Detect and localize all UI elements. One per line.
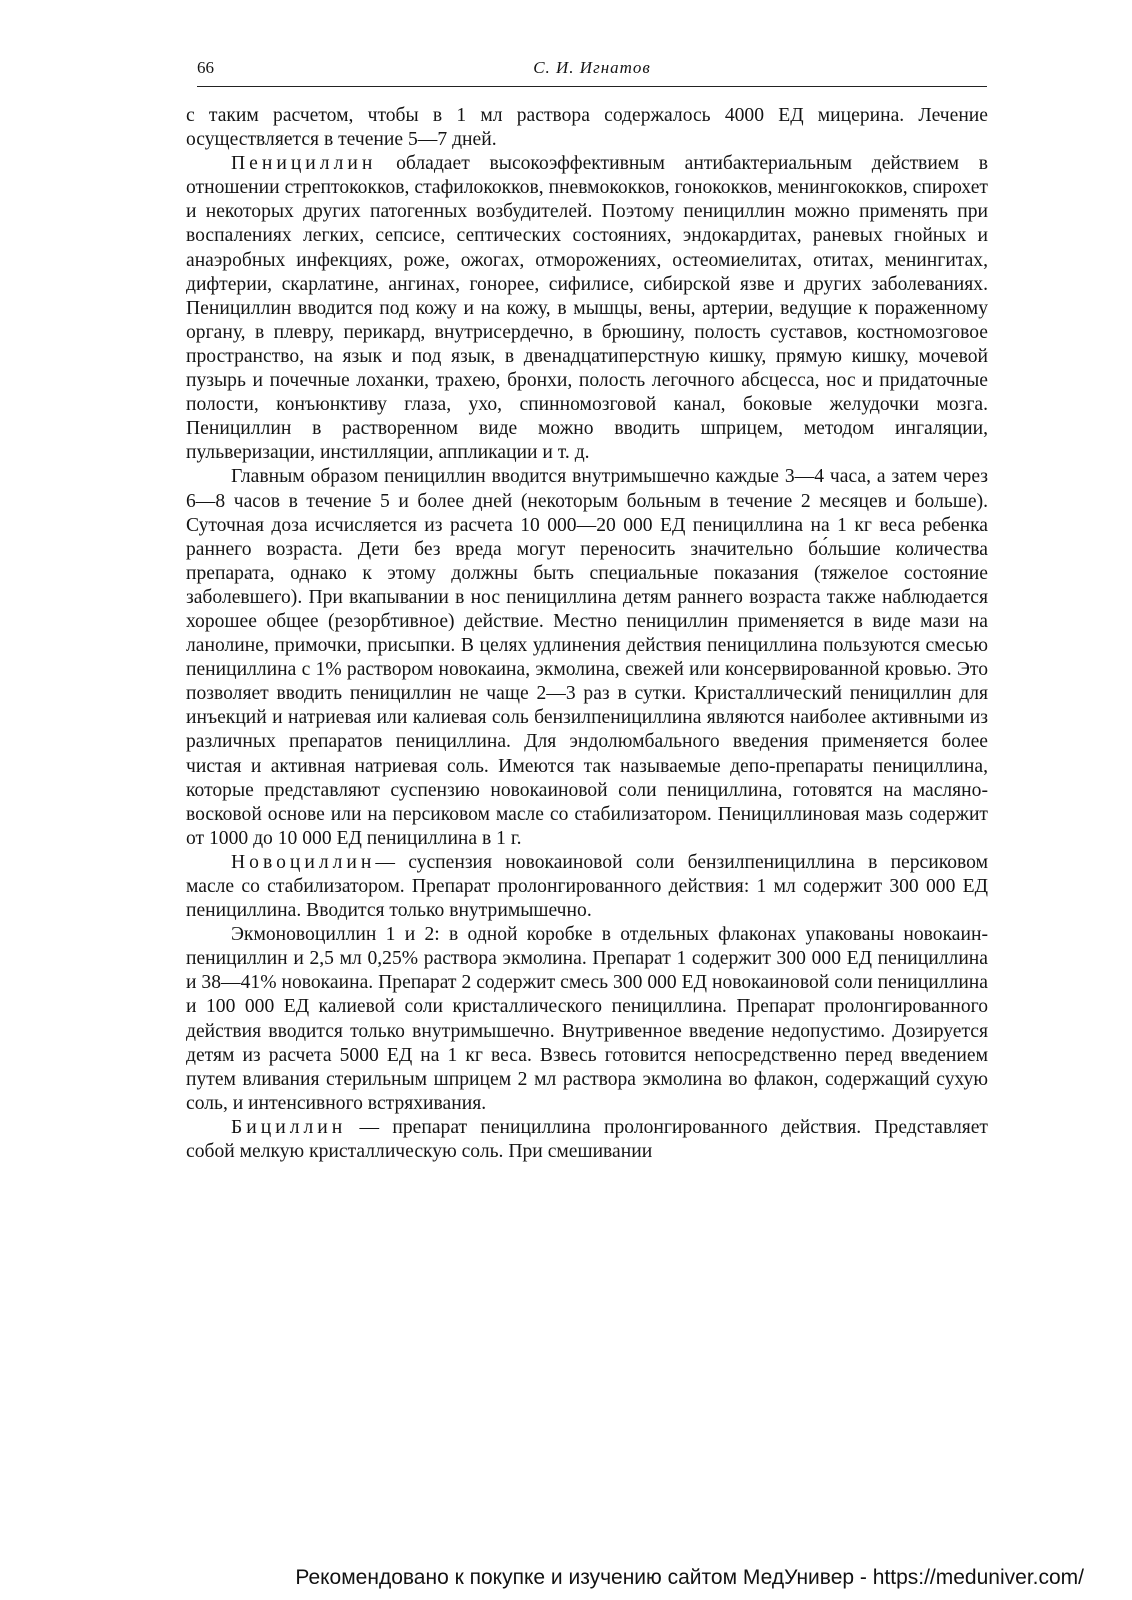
paragraph: Пенициллин обладает высокоэффективным антибактериальным действием в отношении стрептококков, стафилококков, пневмококков, гонококков, менингококков, спирохет и некоторых других патогенных возбудителей. Поэтому пенициллин можно применять при воспалениях легких, сепсисе, септических состояниях, эндокардитах, раневых гнойных и анаэробных инфекциях, роже, ожогах, отморожениях, остеомиелитах, отитах, менингитах, дифтерии, скарлатине, ангинах, гонорее, сифилисе, сибирской язве и других заболеваниях. Пенициллин вводится под кожу и на кожу, в мышцы, вены, артерии, ведущие к пораженному органу, в плевру, перикард, внутрисердечно, в брюшину, полость суставов, костномозговое пространство, на язык и под язык, в двенадцатиперстную кишку, прямую кишку, мочевой пузырь и почечные лоханки, трахею, бронхи, полость легочного абсцесса, нос и придаточные полости, конъюнктиву глаза, ухо, спинномозговой канал, боковые желудочки мозга. Пенициллин в растворенном виде можно вводить шприцем, методом ингаляции, пульверизации, инстилляции, аппликации и т. д.	[186, 153, 988, 464]
paragraph: Новоциллин— суспензия новокаиновой соли бензилпенициллина в персиковом масле со стабилизатором. Препарат пролонгированного действия: 1 мл содержит 300 000 ЕД пенициллина. Вводится только внутримышечно.	[186, 851, 988, 922]
term-bicillin: Бициллин	[231, 1116, 347, 1138]
term-novocillin: Новоциллин	[231, 851, 376, 873]
paragraph: Главным образом пенициллин вводится внутримышечно каждые 3—4 часа, а затем через 6—8 часов в течение 5 и более дней (некоторым больным в течение 2 месяцев и больше). Суточная доза исчисляется из расчета 10 000—20 000 ЕД пенициллина на 1 кг веса ребенка раннего возраста. Дети без вреда могут переносить значительно бо́льшие количества препарата, однако к этому должны быть специальные показания (тяжелое состояние заболевшего). При вкапывании в нос пенициллина детям раннего возраста также наблюдается хорошее общее (резорбтивное) действие. Местно пенициллин применяется в виде мази на ланолине, примочки, присыпки. В целях удлинения действия пенициллина пользуются смесью пенициллина с 1% раствором новокаина, экмолина, свежей или консервированной кровью. Это позволяет вводить пенициллин не чаще 2—3 раз в сутки. Кристаллический пенициллин для инъекций и натриевая или калиевая соль бензилпенициллина являются наиболее активными из различных препаратов пенициллина. Для эндолюмбального введения применяется более чистая и активная натриевая соль. Имеются так называемые депо-препараты пенициллина, которые представляют суспензию новокаиновой соли пенициллина, готовятся на масляно-восковой основе или на персиковом масле со стабилизатором. Пенициллиновая мазь содержит от 1000 до 10 000 ЕД пенициллина в 1 г.	[186, 466, 988, 849]
running-title: С. И. Игнатов	[533, 58, 651, 77]
page-number: 66	[197, 58, 214, 77]
paragraph: с таким расчетом, чтобы в 1 мл раствора содержалось 4000 ЕД мицерина. Лечение осуществляется в течение 5—7 дней.	[186, 105, 988, 151]
body-text	[186, 104, 988, 1164]
footer-watermark: Рекомендовано к покупке и изучению сайтом МедУнивер - https://meduniver.com/	[295, 1566, 1084, 1589]
paragraph: Бициллин — препарат пенициллина пролонгированного действия. Представляет собой мелкую кристаллическую соль. При смешивании	[186, 1116, 988, 1163]
paragraph: Экмоновоциллин 1 и 2: в одной коробке в отдельных флаконах упакованы новокаин-пенициллин и 2,5 мл 0,25% раствора экмолина. Препарат 1 содержит 300 000 ЕД пенициллина и 38—41% новокаина. Препарат 2 содержит смесь 300 000 ЕД новокаиновой соли пенициллина и 100 000 ЕД калиевой соли кристаллического пенициллина. Препарат пролонгированного действия вводится только внутримышечно. Внутривенное введение недопустимо. Дозируется детям из расчета 5000 ЕД на 1 кг веса. Взвесь готовится непосредственно перед введением путем вливания стерильным шприцем 2 мл раствора экмолина во флакон, содержащий сухую соль, и интенсивного встряхивания.	[186, 924, 988, 1114]
page-header	[197, 56, 987, 87]
term-penicillin: Пенициллин	[231, 153, 377, 175]
